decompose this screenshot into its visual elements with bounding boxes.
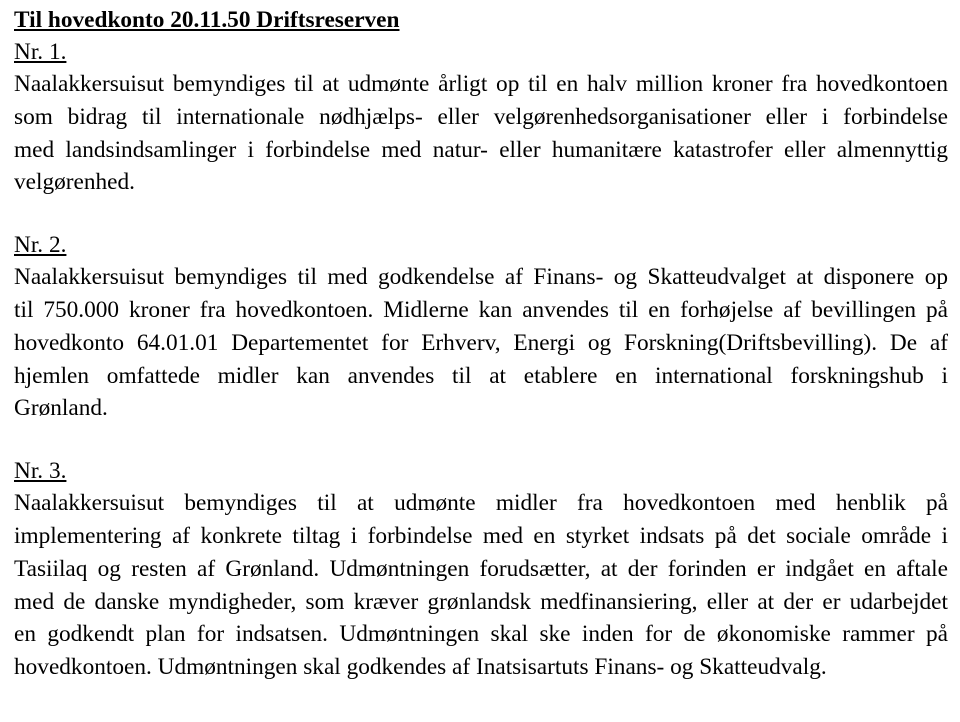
section-nr-3	[14, 455, 948, 684]
paragraph-line: velgørenhed.	[14, 169, 135, 196]
section-nr-2	[14, 229, 948, 425]
paragraph-line: Naalakkersuisut bemyndiges til med godkendelse af Finans- og Skatteudvalget at disponere op	[14, 264, 948, 291]
paragraph-line: hjemlen omfattede midler kan anvendes til at etablere en international forskningshub i	[14, 362, 948, 389]
paragraph-line: med de danske myndigheder, som kræver grønlandsk medfinansiering, eller at der er udarbejdet	[14, 588, 948, 615]
paragraph-line: til 750.000 kroner fra hovedkontoen. Midlerne kan anvendes til en forhøjelse af bevillingen på	[14, 296, 948, 323]
section-paragraph	[14, 68, 948, 199]
paragraph-line: en godkendt plan for indsatsen. Udmøntningen skal ske inden for de økonomiske rammer på	[14, 621, 948, 648]
section-heading: Nr. 3.	[14, 458, 67, 485]
paragraph-line: Naalakkersuisut bemyndiges til at udmønte årligt op til en halv million kroner fra hovedkontoen	[14, 71, 948, 97]
paragraph-line: som bidrag til internationale nødhjælps- eller velgørenhedsorganisationer eller i forbindelse	[14, 103, 948, 130]
paragraph-line: implementering af konkrete tiltag i forbindelse med en styrket indsats på det sociale område i	[14, 522, 948, 549]
paragraph-line: Grønland.	[14, 395, 108, 422]
paragraph-line: hovedkontoen. Udmøntningen skal godkendes af Inatsisartuts Finans- og Skatteudvalg.	[14, 654, 827, 681]
paragraph-line: Naalakkersuisut bemyndiges til at udmønte midler fra hovedkontoen med henblik på	[14, 490, 948, 517]
paragraph-line: Tasiilaq og resten af Grønland. Udmøntningen forudsætter, at der forinden er indgået en aftale	[14, 555, 948, 582]
document-title: Til hovedkonto 20.11.50 Driftsreserven	[14, 7, 400, 33]
paragraph-line: med landsindsamlinger i forbindelse med natur- eller humanitære katastrofer eller almennyttig	[14, 136, 948, 163]
section-heading: Nr. 1.	[14, 39, 67, 65]
section-paragraph	[14, 487, 948, 684]
section-nr-1	[14, 36, 948, 199]
paragraph-line: hovedkonto 64.01.01 Departementet for Erhverv, Energi og Forskning(Driftsbevilling). De af	[14, 329, 948, 356]
section-heading: Nr. 2.	[14, 232, 67, 259]
section-paragraph	[14, 261, 948, 425]
